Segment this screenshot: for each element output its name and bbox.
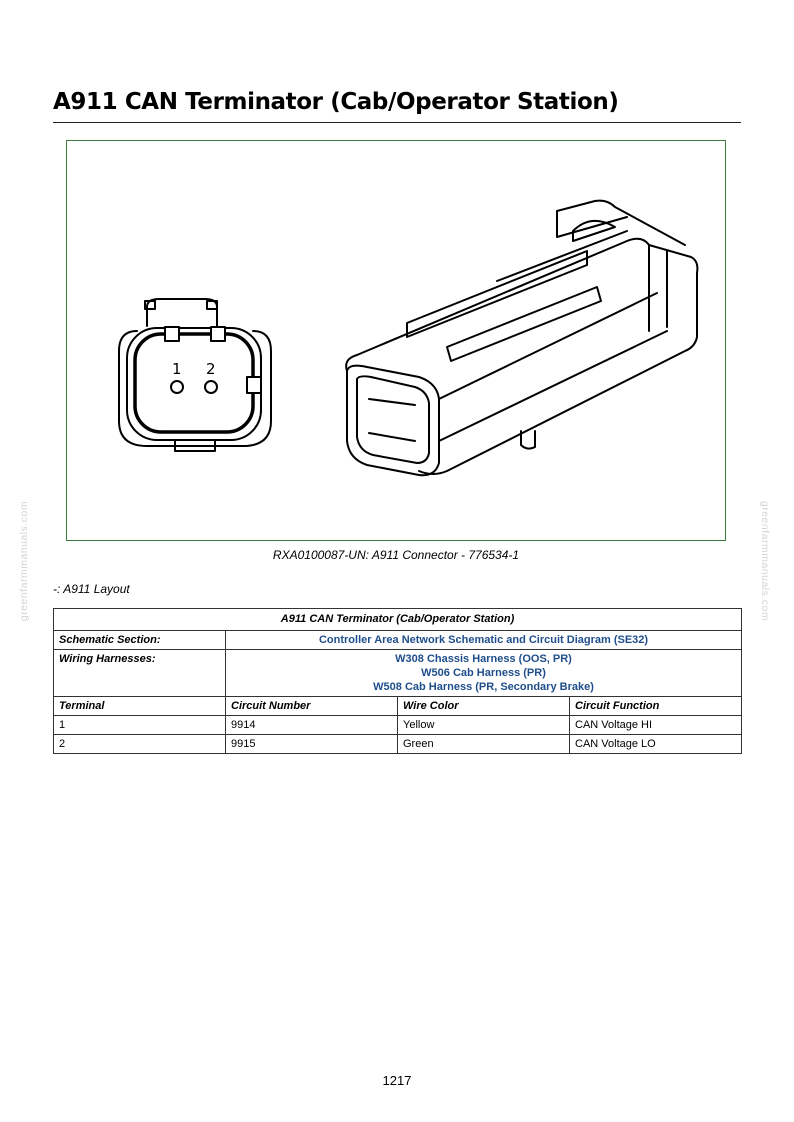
wire-color-cell: Yellow <box>398 716 570 735</box>
connector-side-view <box>346 201 697 476</box>
circuit-function-cell: CAN Voltage HI <box>570 716 742 735</box>
terminal-cell: 1 <box>54 716 226 735</box>
column-header-circuit-number: Circuit Number <box>226 697 398 716</box>
watermark-left: greenfarmmanuals.com <box>18 500 30 622</box>
pin-label-2: 2 <box>206 360 216 378</box>
connector-figure <box>66 140 726 541</box>
wire-color-cell: Green <box>398 735 570 754</box>
column-header-wire-color: Wire Color <box>398 697 570 716</box>
connector-face-view <box>119 299 271 451</box>
table-row <box>54 716 742 735</box>
figure-caption: RXA0100087-UN: A911 Connector - 776534-1 <box>272 548 520 562</box>
harness-link-w308[interactable]: W308 Chassis Harness (OOS, PR) <box>395 653 572 665</box>
wiring-harnesses-label: Wiring Harnesses: <box>54 650 226 697</box>
column-header-terminal: Terminal <box>54 697 226 716</box>
circuit-number-cell: 9915 <box>226 735 398 754</box>
table-column-header-row <box>54 697 742 716</box>
table-heading-row <box>54 609 742 631</box>
schematic-section-link[interactable]: Controller Area Network Schematic and Circuit Diagram (SE32) <box>226 631 742 650</box>
schematic-section-row <box>54 631 742 650</box>
terminal-cell: 2 <box>54 735 226 754</box>
connector-illustration <box>67 141 727 542</box>
pin-label-1: 1 <box>172 360 182 378</box>
connector-info-table <box>53 608 742 754</box>
layout-label: -: A911 Layout <box>53 582 130 596</box>
page-title: A911 CAN Terminator (Cab/Operator Station) <box>53 89 619 115</box>
schematic-section-label: Schematic Section: <box>54 631 226 650</box>
watermark-right: greenfarmmanuals.com <box>759 500 771 622</box>
page-number: 1217 <box>382 1073 412 1088</box>
table-row <box>54 735 742 754</box>
wiring-harnesses-row <box>54 650 742 697</box>
table-heading: A911 CAN Terminator (Cab/Operator Station) <box>54 609 742 631</box>
circuit-number-cell: 9914 <box>226 716 398 735</box>
wiring-harnesses-list <box>226 650 742 697</box>
title-divider <box>53 122 741 123</box>
harness-link-w508[interactable]: W508 Cab Harness (PR, Secondary Brake) <box>373 681 594 693</box>
circuit-function-cell: CAN Voltage LO <box>570 735 742 754</box>
column-header-circuit-function: Circuit Function <box>570 697 742 716</box>
harness-link-w506[interactable]: W506 Cab Harness (PR) <box>421 667 546 679</box>
